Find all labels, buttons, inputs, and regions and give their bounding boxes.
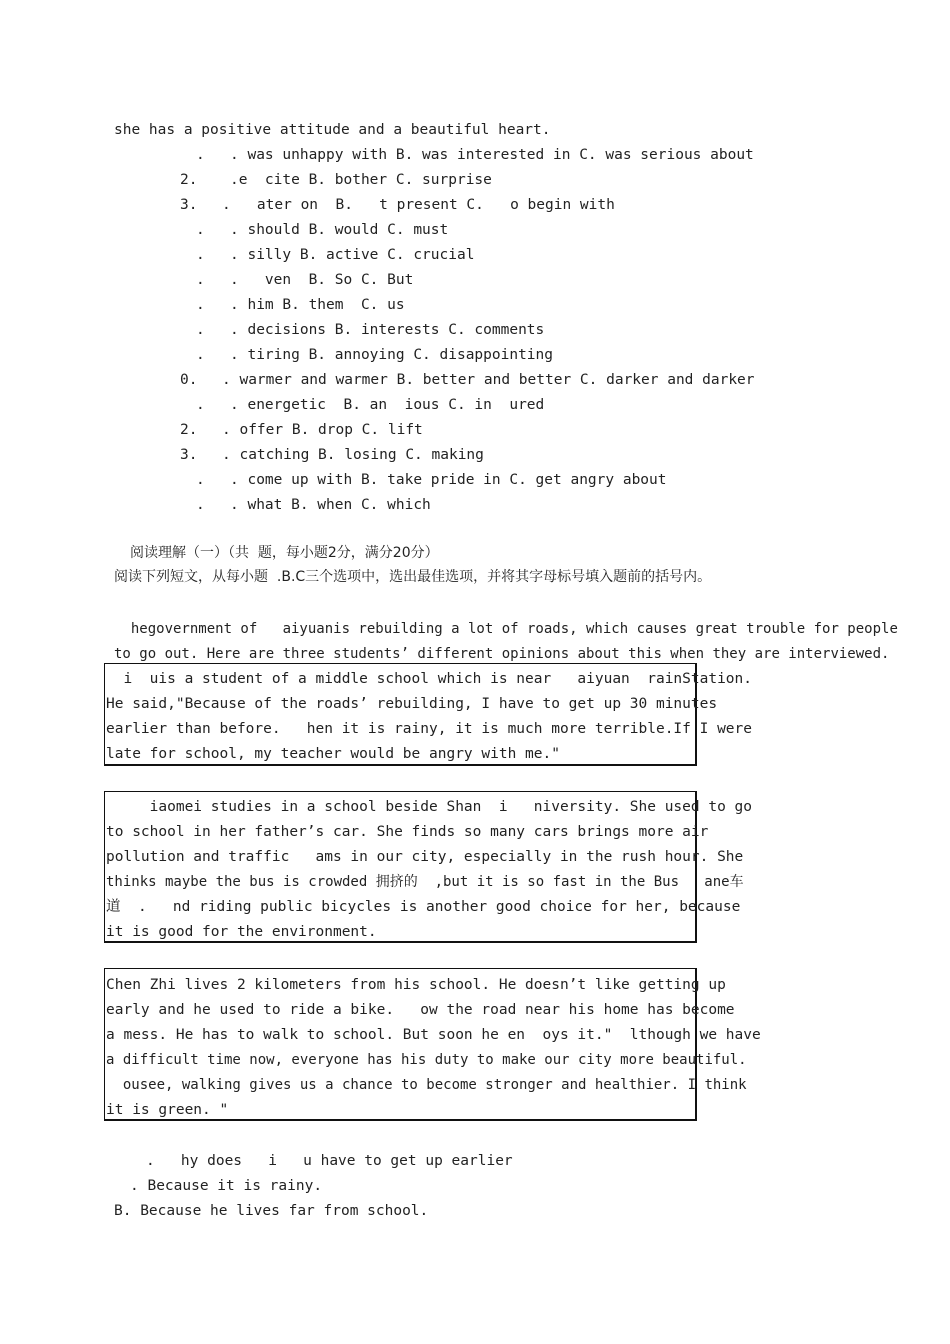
box-line: thinks maybe the bus is crowded 拥挤的 ,but it is so fast in the Bus ane车 — [106, 874, 744, 890]
question-option-a: . Because it is rainy. — [130, 1178, 323, 1194]
question-option-b: B. Because he lives far from school. — [114, 1203, 429, 1219]
option-text: . warmer and warmer B. better and better C. darker and darker — [222, 372, 755, 388]
box-line: 道 . nd riding public bicycles is another good choice for her, because — [106, 899, 741, 915]
question-stem: . hy does i u have to get up earlier — [146, 1153, 513, 1169]
box-line: a mess. He has to walk to school. But soon he en oys it." lthough we have — [106, 1027, 761, 1043]
box-line: He said,"Because of the roads’ rebuilding, I have to get up 30 minutes — [106, 696, 718, 712]
option-number: . — [196, 297, 205, 313]
box-line: it is good for the environment. — [106, 924, 377, 940]
option-number: . — [196, 347, 205, 363]
option-text: . ater on B. t present C. o begin with — [222, 197, 615, 213]
option-number: . — [196, 397, 205, 413]
option-number: . — [196, 272, 205, 288]
option-text: . was unhappy with B. was interested in C. was serious about — [230, 147, 754, 163]
option-number: 3. — [180, 447, 198, 463]
box-line: iaomei studies in a school beside Shan i niversity. She used to go — [106, 799, 753, 815]
passage-intro-line: hegovernment of aiyuanis rebuilding a lot of roads, which causes great trouble for people — [114, 621, 898, 637]
box-line: i uis a student of a middle school which is near aiyuan rainStation. — [106, 671, 753, 687]
box-line: earlier than before. hen it is rainy, it is much more terrible.If I were — [106, 721, 753, 737]
option-text: . should B. would C. must — [230, 222, 449, 238]
option-text: .e cite B. bother C. surprise — [230, 172, 492, 188]
box-line: a difficult time now, everyone has his duty to make our city more beautiful. — [106, 1052, 747, 1068]
option-text: . what B. when C. which — [230, 497, 431, 513]
box-line: pollution and traffic ams in our city, especially in the rush hour. She — [106, 849, 744, 865]
option-text: . him B. them C. us — [230, 297, 405, 313]
option-number: . — [196, 472, 205, 488]
intro-tail: she has a positive attitude and a beautiful heart. — [114, 122, 551, 138]
box-line: late for school, my teacher would be angry with me." — [106, 746, 560, 762]
section-title: 阅读理解（一）（共 题，每小题2分，满分20分） — [130, 545, 439, 561]
option-number: 3. — [180, 197, 198, 213]
box-line: it is green. " — [106, 1102, 229, 1118]
box-line: ousee, walking gives us a chance to become stronger and healthier. I think — [106, 1077, 747, 1093]
option-number: . — [196, 247, 205, 263]
passage-intro-line: to go out. Here are three students’ different opinions about this when they are interviewed. — [114, 646, 890, 662]
section-instruction: 阅读下列短文，从每小题 .B.C三个选项中，选出最佳选项，并将其字母标号填入题前的括号内。 — [114, 569, 712, 585]
option-number: . — [196, 222, 205, 238]
option-number: 0. — [180, 372, 198, 388]
option-text: . decisions B. interests C. comments — [230, 322, 545, 338]
option-number: . — [196, 322, 205, 338]
option-number: 2. — [180, 172, 198, 188]
option-text: . silly B. active C. crucial — [230, 247, 475, 263]
option-text: . catching B. losing C. making — [222, 447, 484, 463]
option-number: . — [196, 497, 205, 513]
option-number: 2. — [180, 422, 198, 438]
box-line: early and he used to ride a bike. ow the road near his home has become — [106, 1002, 735, 1018]
option-text: . energetic B. an ious C. in ured — [230, 397, 545, 413]
option-text: . come up with B. take pride in C. get angry about — [230, 472, 667, 488]
option-text: . offer B. drop C. lift — [222, 422, 423, 438]
box-line: to school in her father’s car. She finds so many cars brings more air — [106, 824, 709, 840]
option-text: . tiring B. annoying C. disappointing — [230, 347, 554, 363]
option-number: . — [196, 147, 205, 163]
box-line: Chen Zhi lives 2 kilometers from his school. He doesn’t like getting up — [106, 977, 726, 993]
option-text: . ven B. So C. But — [230, 272, 414, 288]
